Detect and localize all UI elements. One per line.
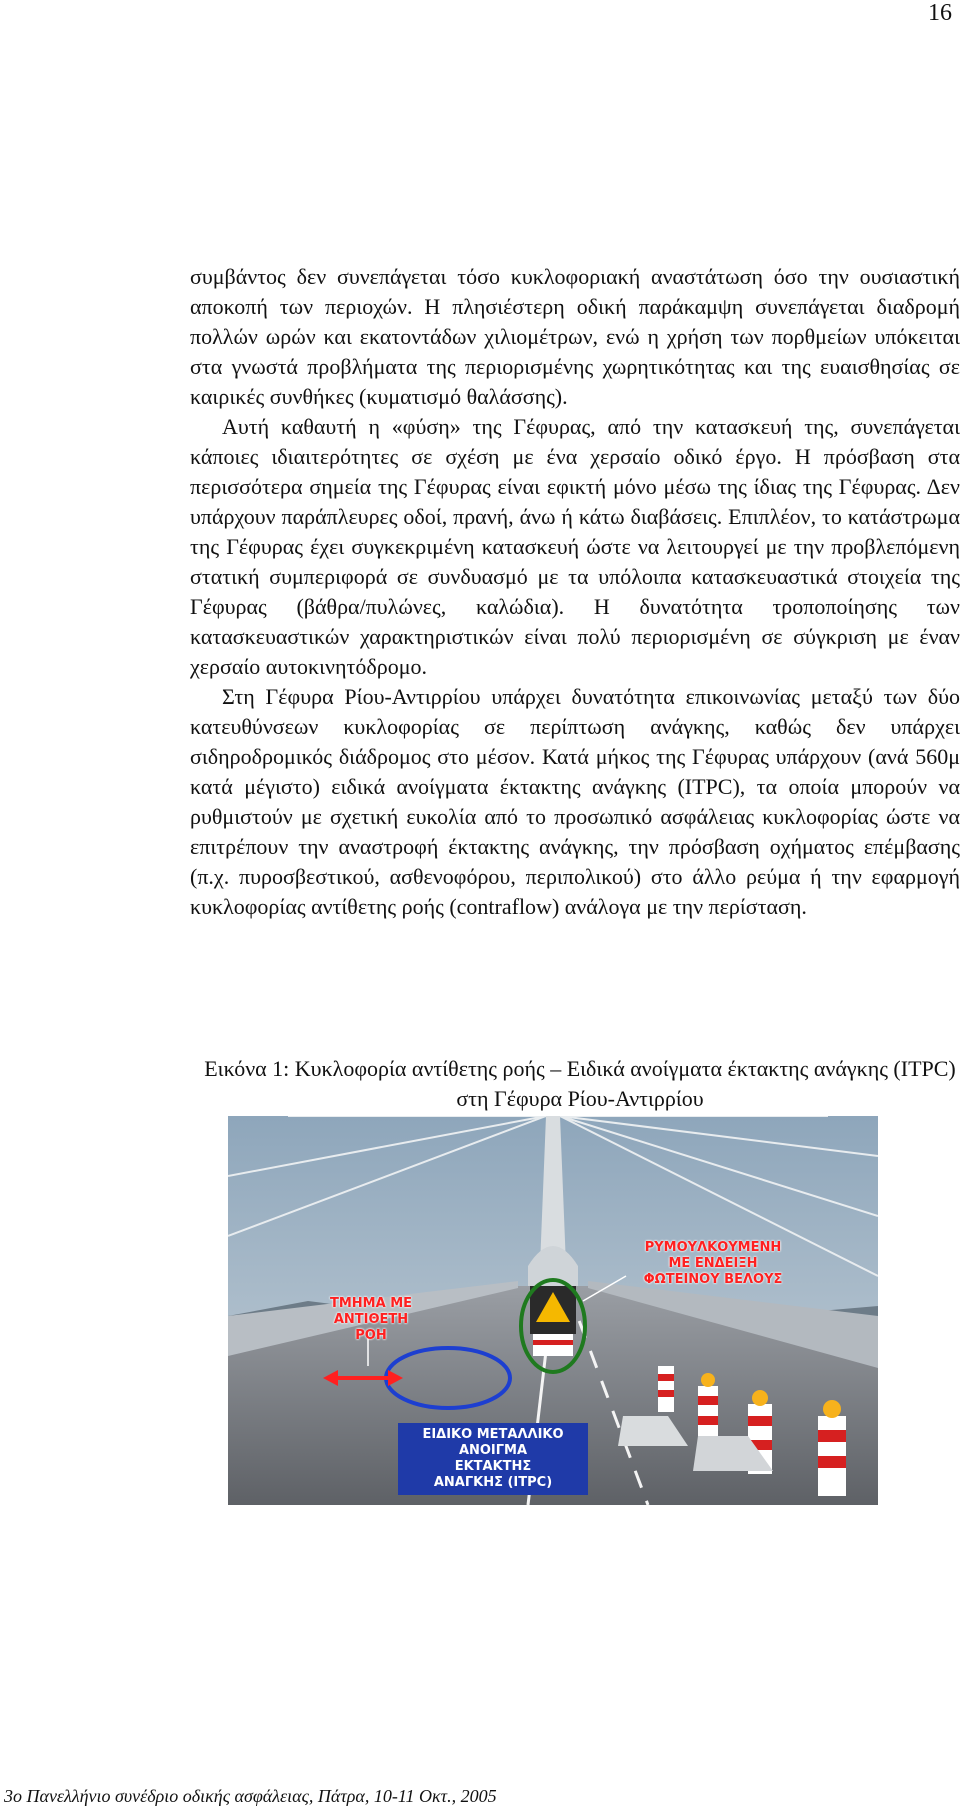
paragraph-2: Αυτή καθαυτή η «φύση» της Γέφυρας, από την κατασκευή της, συνεπάγεται κάποιες ιδιαιτερότητες σε σχέση με ένα χερσαίο οδικό έργο. Η πρόσβαση στα περισσότερα σημεία της Γέφυρας είναι εφικτή μόνο μέσω της ίδιας της Γέφυρας. Δεν υπάρχουν παράπλευρες οδοί, πρανή, άνω ή κάτω διαβάσεις. Επιπλέον, το κατάστρωμα της Γέφυρας έχει συγκεκριμένη κατασκευή ώστε να λειτουργεί με την προβλεπόμενη στατική συμπεριφορά σε συνδυασμό με τα υπόλοιπα κατασκευαστικά στοιχεία της Γέφυρας (βάθρα/πυλώνες, καλώδια). Η δυνατότητα τροποποίησης των κατασκευαστικών χαρακτηριστικών είναι πολύ περιορισμένη σε σύγκριση με έναν χερσαίο αυτοκινητόδρομο. — [190, 414, 960, 679]
label-contraflow-section — [316, 1296, 426, 1344]
body-text — [190, 262, 960, 922]
label-itpc-line-3: ΕΚΤΑΚΤΗΣ — [454, 1459, 532, 1474]
bridge-photo — [228, 1116, 878, 1505]
label-itpc-line-4: ΑΝΑΓΚΗΣ (ITPC) — [433, 1475, 553, 1490]
label-contraflow-line-2: ΑΝΤΙΘΕΤΗ ΡΟΗ — [333, 1312, 409, 1343]
figure-caption: Εικόνα 1: Κυκλοφορία αντίθετης ροής – Ειδικά ανοίγματα έκτακτης ανάγκης (ITPC) στη Γέφυρα Ρίου-Αντιρρίου — [204, 1056, 956, 1111]
label-arrow-trailer — [628, 1240, 798, 1288]
paragraph-3: Στη Γέφυρα Ρίου-Αντιρρίου υπάρχει δυνατότητα επικοινωνίας μεταξύ των δύο κατευθύνσεων κυκλοφορίας σε περίπτωση ανάγκης, καθώς δεν υπάρχει σιδηροδρομικός διάδρομος στο μέσον. Κατά μήκος της Γέφυρας υπάρχουν (ανά 560μ κατά μέγιστο) ειδικά ανοίγματα έκτακτης ανάγκης (ITPC), τα οποία μπορούν να ρυθμιστούν με σχετική ευκολία από το προσωπικό ασφάλειας κυκλοφορίας ώστε να επιτρέπουν την αναστροφή έκτακτης ανάγκης, την πρόσβαση οχήματος επέμβασης (π.χ. πυροσβεστικού, ασθενοφόρου, περιπολικού) στο άλλο ρεύμα ή την εφαρμογή κυκλοφορίας αντίθετης ροής (contraflow) ανάλογα με την περίσταση. — [190, 684, 960, 919]
label-arrow-line-1: ΡΥΜΟΥΛΚΟΥΜΕΝΗ — [644, 1240, 782, 1255]
label-arrow-line-2: ΜΕ ΕΝΔΕΙΞΗ — [668, 1256, 758, 1271]
page-footer: 3ο Πανελλήνιο συνέδριο οδικής ασφάλειας, Πάτρα, 10-11 Οκτ., 2005 — [4, 1786, 497, 1806]
label-itpc-line-1: ΕΙΔΙΚΟ ΜΕΤΑΛΛΙΚΟ — [422, 1427, 564, 1442]
label-itpc-line-2: ΑΝΟΙΓΜΑ — [458, 1443, 528, 1458]
page-number: 16 — [928, 0, 952, 26]
label-itpc-opening — [398, 1423, 588, 1495]
paragraph-1: συμβάντος δεν συνεπάγεται τόσο κυκλοφοριακή αναστάτωση όσο την ουσιαστική αποκοπή των περιοχών. Η πλησιέστερη οδική παράκαμψη συνεπάγεται διαδρομή πολλών ωρών και εκατοντάδων χιλιομέτρων, ενώ η χρήση των πορθμείων υπόκειται στα γνωστά προβλήματα της περιορισμένης χωρητικότητας και της ευαισθησίας σε καιρικές συνθήκες (κυματισμό θαλάσσης). — [190, 264, 960, 409]
label-arrow-line-3: ΦΩΤΕΙΝΟΥ ΒΕΛΟΥΣ — [643, 1272, 783, 1287]
label-contraflow-line-1: ΤΜΗΜΑ ΜΕ — [329, 1296, 413, 1311]
